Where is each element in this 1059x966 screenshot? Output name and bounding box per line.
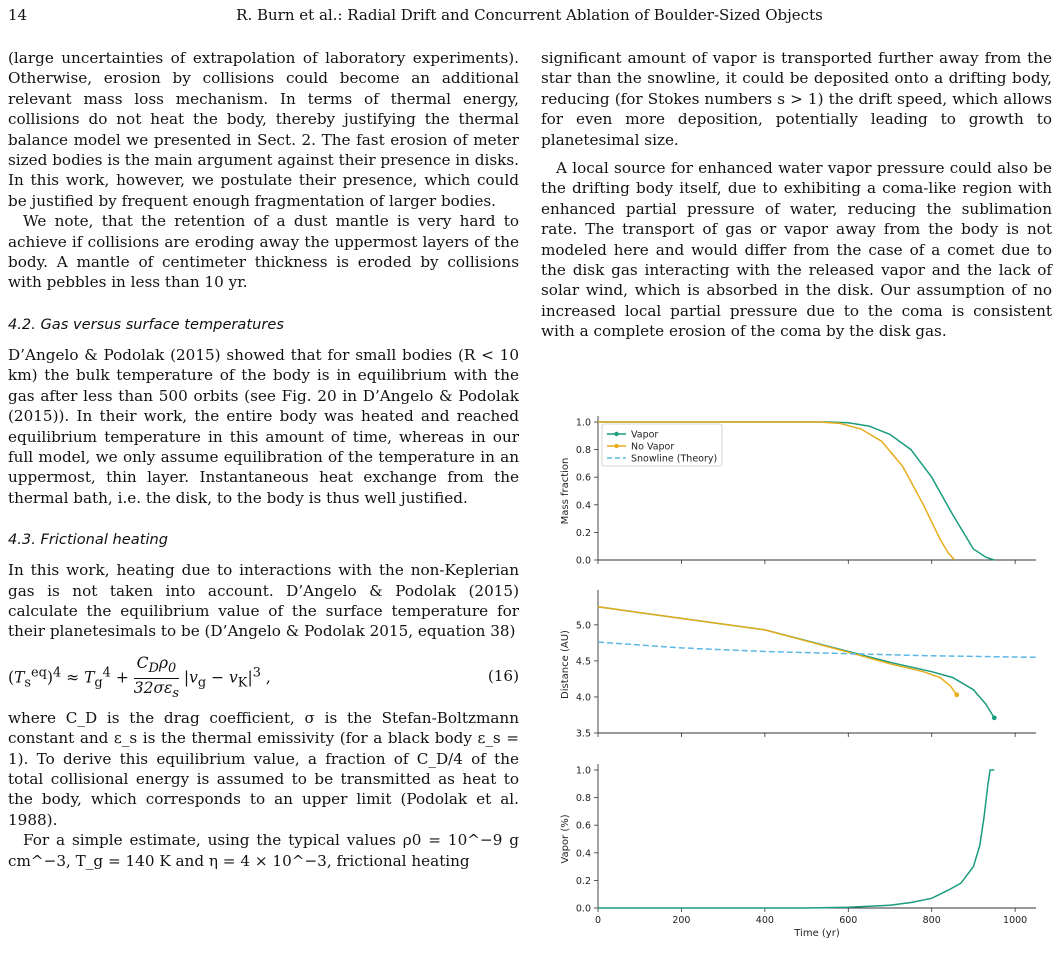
paragraph: A local source for enhanced water vapor pressure could also be the drifting body itself, due to exhibiting a coma-like region with enhanced partial pressure of water, reducing the sublimation rate. The transport of gas or vapor away from the body is not modeled here and would differ from the case of a comet due to the disk gas interacting with the released vapor and the lack of solar wind, which is absorbed in the disk. Our assumption of no increased local partial pressure due to the coma is consistent with a complete erosion of the coma by the disk gas. [541, 159, 1052, 341]
y-tick-label: 0.8 [575, 445, 591, 457]
series-line-vapor [598, 770, 994, 908]
chart-panel-1 [560, 416, 1036, 567]
running-title: R. Burn et al.: Radial Drift and Concurrent Ablation of Boulder-Sized Objects [236, 6, 823, 24]
y-axis-label: Vapor (%) [560, 814, 571, 864]
paragraph: We note, that the retention of a dust mantle is very hard to achieve if collisions are eroding away the uppermost layers of the body. A mantle of centimeter thickness is eroded by collisions with pebbles in less than 10 yr. [8, 212, 519, 292]
equation-number: (16) [487, 666, 519, 685]
chart-panel-2 [560, 590, 1036, 740]
paragraph: D’Angelo & Podolak (2015) showed that for small bodies (R < 10 km) the bulk temperature of the body is in equilibrium with the gas after less than 500 orbits (see Fig. 20 in D’Angelo & Podolak (2015)). In their work, the entire body was heated and reached equilibrium temperature in this amount of time, whereas in our full model, we only assume equilibration of the temperature in an uppermost, thin layer. Instantaneous heat exchange from the thermal bath, i.e. the disk, to the body is thus well justified. [8, 345, 519, 507]
y-tick-label: 1.0 [575, 765, 591, 777]
legend-label: Vapor [631, 429, 659, 441]
y-tick-label: 3.5 [575, 728, 591, 740]
right-column [541, 48, 1052, 342]
series-end-marker [954, 692, 959, 697]
legend-label: No Vapor [631, 441, 675, 453]
y-tick-label: 0.2 [575, 875, 591, 887]
chart-panel-3 [560, 764, 1036, 939]
y-tick-label: 1.0 [575, 417, 591, 429]
section-heading: 4.3. Frictional heating [8, 531, 169, 549]
paragraph: For a simple estimate, using the typical values ρ0 = 10^−9 g cm^−3, T_g = 140 K and η = 4 × 10^−3, frictional heating [8, 831, 519, 870]
page-header [0, 6, 1059, 28]
left-column [8, 48, 519, 871]
x-axis-label: Time (yr) [794, 928, 840, 939]
x-tick-label: 800 [922, 915, 941, 926]
series-line-vapor [598, 607, 994, 718]
legend-marker [614, 432, 618, 436]
x-tick-label: 600 [839, 915, 858, 926]
y-tick-label: 0.0 [575, 555, 591, 567]
y-tick-label: 0.0 [575, 903, 591, 915]
y-axis-label: Mass fraction [560, 457, 571, 525]
x-tick-label: 0 [594, 915, 602, 926]
series-end-marker [992, 715, 997, 720]
x-tick-label: 400 [755, 915, 774, 926]
equation-body: $(T_s^{eq})^4 \approx T_g^4$ + $\frac{C_D\rho_0}{32\sigma\varepsilon_s}$ $|v_g - v_K|^3$ , [8, 653, 271, 701]
y-tick-label: 0.4 [575, 848, 591, 860]
y-tick-label: 0.6 [575, 820, 591, 832]
legend-label: Snowline (Theory) [631, 453, 718, 465]
section-heading: 4.2. Gas versus surface temperatures [8, 315, 284, 333]
chart-legend [602, 424, 722, 466]
figure-three-panel-chart [556, 408, 1046, 963]
series-line-no-vapor [598, 607, 957, 695]
x-tick-label: 1000 [1003, 915, 1028, 926]
paragraph: significant amount of vapor is transported further away from the star than the snowline, it could be deposited onto a drifting body, reducing (for Stokes numbers s > 1) the drift speed, which allows for even more deposition, potentially leading to growth to planetesimal size. [541, 49, 1052, 149]
y-tick-label: 0.4 [575, 500, 591, 512]
y-tick-label: 0.2 [575, 527, 591, 539]
legend-marker [614, 444, 618, 448]
paragraph: In this work, heating due to interactions with the non-Keplerian gas is not taken into account. D’Angelo & Podolak (2015) calculate the equilibrium value of the surface temperature for their planetesimals to be (D’Angelo & Podolak 2015, equation 38) [8, 561, 519, 641]
y-tick-label: 5.0 [575, 620, 591, 632]
x-tick-label: 200 [672, 915, 691, 926]
page-number: 14 [8, 6, 28, 24]
y-tick-label: 4.0 [575, 692, 591, 704]
y-tick-label: 4.5 [575, 656, 591, 668]
y-tick-label: 0.6 [575, 472, 591, 484]
equation-16 [8, 652, 519, 702]
paragraph: (large uncertainties of extrapolation of laboratory experiments). Otherwise, erosion by collisions could become an additional relevant mass loss mechanism. In terms of thermal energy, collisions do not heat the body, thereby justifying the thermal balance model we presented in Sect. 2. The fast erosion of meter sized bodies is the main argument against their presence in disks. In this work, however, we postulate their presence, which could be justified by frequent enough fragmentation of larger bodies. [8, 49, 519, 210]
y-axis-label: Distance (AU) [560, 630, 571, 699]
y-tick-label: 0.8 [575, 793, 591, 805]
paragraph: where C_D is the drag coefficient, σ is the Stefan-Boltzmann constant and ε_s is the thermal emissivity (for a black body ε_s = 1). To derive this equilibrium value, a fraction of C_D/4 of the total collisional energy is assumed to be transmitted as heat to the body, which corresponds to an upper limit (Podolak et al. 1988). [8, 708, 519, 829]
